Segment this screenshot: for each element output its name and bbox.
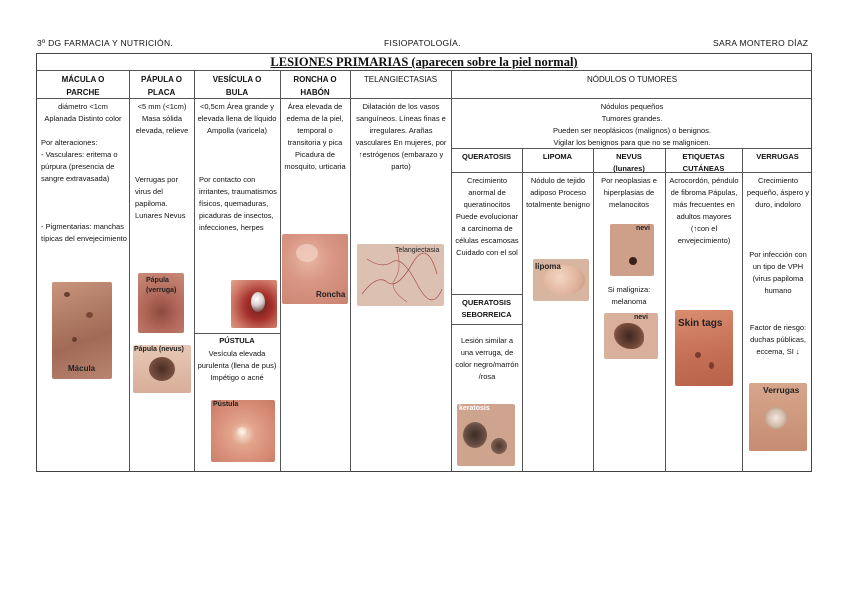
macula-size: diámetro <1cm [58,102,108,111]
macula-pigment: - Pigmentarias: manchas típicas del envejecimiento [41,222,127,243]
verrugas-photo-label: Verrugas [763,385,800,395]
papula-nevus-photo [133,345,191,393]
roncha-desc: Área elevada de edema de la piel, temporal o transitoria y pica Picadura de mosquito, urticaria [284,102,346,171]
vesicula-photo [231,280,277,328]
vesicula-causes: Por contacto con irritantes, traumatismos físicos, quemaduras, picaduras de insectos, infecciones, herpes [199,175,277,232]
spot-icon [86,312,93,318]
mole-icon [629,257,637,265]
col-header-macula: MÁCULA O PARCHE [61,75,105,97]
seborreica-bottom-divider [451,324,522,325]
col-header-telangiectasias: TELANGIECTASIAS [363,75,438,84]
col-divider [742,148,743,471]
spot-icon [64,292,70,297]
etiquetas-header: ETIQUETAS CUTÁNEAS [682,152,725,173]
col-header-vesicula: VESÍCULA O BULA [212,75,262,97]
nevus-icon [149,357,175,381]
col-divider [593,148,594,471]
header-course: 3º DG FARMACIA Y NUTRICIÓN. [37,38,174,48]
lipoma-desc: Nódulo de tejido adiposo Proceso totalmente benigno [526,176,590,209]
col-divider [522,148,523,471]
telangiectasias-desc: Dilatación de los vasos sanguíneos. Líneas finas e irregulares. Arañas vasculares En mujeres, por ↑estrógenos (embarazo y parto) [355,102,447,171]
queratosis-desc: Crecimiento anormal de queratinocitos Puede evolucionar a carcinoma de células escamosas Cuidado con el sol [455,176,519,257]
telangiectasia-photo [357,244,444,306]
lesions-table [36,53,812,472]
pustula-divider [194,333,280,334]
col-divider [129,71,130,471]
papula-nevus-label: Pápula (nevus) [134,346,184,353]
col-divider [280,71,281,471]
tag-icon [709,362,714,369]
papula-causes: Verrugas por virus del papiloma. Lunares Nevus [135,175,186,220]
verrugas-photo [749,383,807,451]
verrugas-header: VERRUGAS [756,152,799,161]
nodulos-intro-1: Nódulos pequeños [600,102,664,111]
header-subject: FISIOPATOLOGÍA. [384,38,461,48]
nevus-desc: Por neoplasias e hiperplasias de melanocitos [601,176,657,209]
macula-desc: Aplanada Distinto color [44,114,122,123]
pustule-icon [236,427,248,437]
macula-photo [52,282,112,379]
papula-verruga-label: Pápula (verruga) [146,277,177,294]
verrugas-risk: Factor de riesgo: duchas públicas, eccema, SI ↓ [749,323,807,356]
nevus-photo [610,224,654,276]
lipoma-photo [533,259,589,301]
col-header-papula: PÁPULA O PLACA [140,75,183,97]
queratosis-header: QUERATOSIS [462,152,511,161]
lipoma-header: LIPOMA [542,152,573,161]
verrugas-cause: Por infección con un tipo de VPH (virus papiloma humano [749,250,807,295]
macula-photo-label: Mácula [68,364,96,373]
header-author: SARA MONTERO DÍAZ [713,38,809,48]
pustula-desc: Vesícula elevada purulenta (llena de pus) Impétigo o acné [197,349,277,382]
lipoma-photo-label: lipoma [535,262,561,271]
spot-icon [72,337,77,342]
queratosis-seborreica-header: QUERATOSIS SEBORREICA [461,298,512,319]
keratosis-photo-label: keratosis [459,405,490,412]
title-divider [37,70,811,71]
etiquetas-desc: Acrocordón, péndulo de fibroma Pápulas, más frecuentes en adultos mayores (↑con el envejecimiento) [669,176,739,245]
blister-icon [251,292,265,312]
tag-icon [695,352,701,358]
col-header-nodulos: NÓDULOS O TUMORES [586,75,678,84]
pustula-photo-label: Pústula [213,401,239,408]
telangiectasia-photo-label: Telangiectasia [395,247,440,254]
roncha-photo [282,234,348,304]
wheal-icon [296,244,318,262]
col-header-roncha: RONCHA O HABÓN [293,75,337,97]
queratosis-seborreica-desc: Lesión similar a una verruga, de color negro/marrón /rosa [455,336,519,381]
skin-tags-label: Skin tags [678,318,723,329]
roncha-photo-label: Roncha [316,290,346,299]
nodulos-intro-3: Pueden ser neoplásicos (malignos) o benignos. [552,126,711,135]
nevus-header: NEVUS (lunares) [613,152,645,173]
nevus-melanoma: Si maligniza: melanoma [607,285,651,306]
col-divider [194,71,195,471]
verrugas-desc: Crecimiento pequeño, áspero y duro, indoloro [746,176,810,209]
seborreica-top-divider [451,294,522,295]
macula-causes: Por alteraciones: [41,138,98,147]
nodulos-intro-4: Vigilar los benignos para que no se malignicen. [553,138,711,147]
keratosis-photo [457,404,515,466]
keratosis-icon [463,422,487,448]
pustula-header: PÚSTULA [219,336,255,345]
col-divider [665,148,666,471]
nevus-photo-label: nevi [636,225,651,232]
pustula-photo [211,400,275,462]
table-title: LESIONES PRIMARIAS (aparecen sobre la piel normal) [270,55,578,69]
wart-icon [765,407,787,429]
skin-tags-photo [675,310,733,386]
papula-desc: <5 mm (<1cm) Masa sólida elevada, relieve [135,102,189,135]
col-divider [350,71,351,471]
macula-vascular: - Vasculares: eritema o púrpura (presencia de sangre extravasada) [41,150,118,183]
nodulos-intro-2: Tumores grandes. [601,114,663,123]
keratosis-icon [491,438,507,454]
melanoma-photo-label: nevi [634,314,649,321]
vesicula-desc: <0,5cm Área grande y elevada llena de líquido Ampolla (varicela) [197,102,277,135]
papula-verruga-photo [138,273,184,333]
melanoma-icon [614,323,644,349]
melanoma-photo [604,313,658,359]
